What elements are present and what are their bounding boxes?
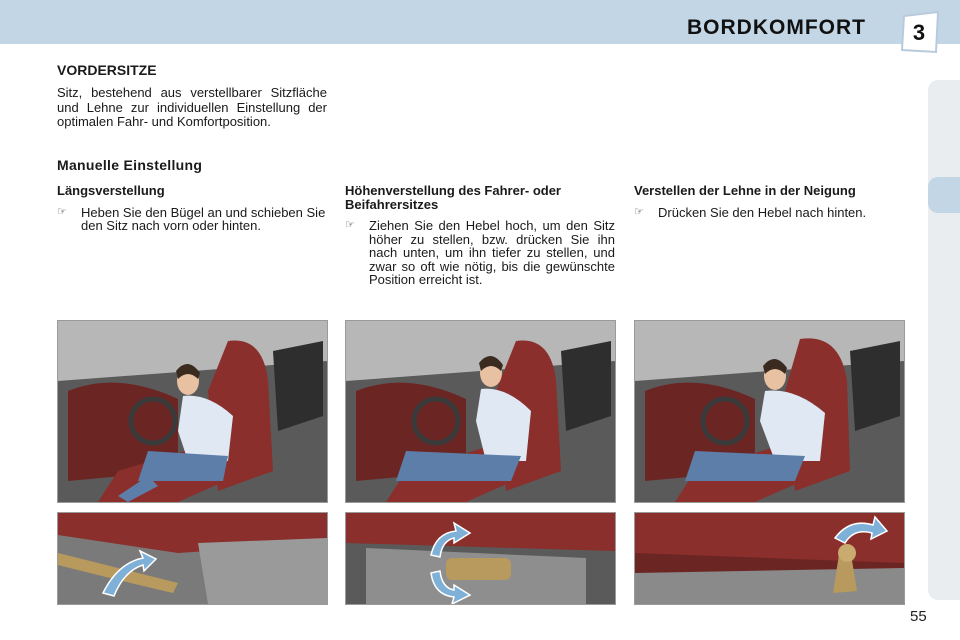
hand-pointer-icon: ☞ — [634, 205, 644, 218]
intro-paragraph: Sitz, bestehend aus verstellbarer Sitzfläche und Lehne zur individuellen Einstellung der optimalen Fahr- und Komfortposition. — [57, 85, 327, 129]
instruction-text: Heben Sie den Bügel an und schieben Sie den Sitz nach vorn oder hinten. — [81, 204, 326, 233]
seat-illustration-longitudinal — [57, 320, 328, 503]
instruction-item — [57, 206, 332, 233]
column-title: Längsverstellung — [57, 183, 165, 198]
hand-pointer-icon: ☞ — [57, 205, 67, 218]
chapter-number: 3 — [912, 20, 926, 45]
detail-longitudinal-bar — [57, 512, 328, 605]
column-backrest — [634, 184, 909, 219]
section-title: VORDERSITZE — [57, 62, 157, 78]
column-title: Verstellen der Lehne in der Neigung — [634, 183, 856, 198]
column-height — [345, 184, 615, 287]
side-tab-strip — [928, 80, 960, 600]
page-number: 55 — [910, 608, 927, 625]
side-tab-active — [928, 177, 960, 213]
subsection-title: Manuelle Einstellung — [57, 157, 203, 173]
detail-backrest-lever — [634, 512, 905, 605]
seat-illustration-height — [345, 320, 616, 503]
instruction-item — [634, 206, 909, 220]
hand-pointer-icon: ☞ — [345, 219, 355, 231]
seat-illustration-backrest — [634, 320, 905, 503]
detail-height-lever — [345, 512, 616, 605]
instruction-text: Ziehen Sie den Hebel hoch, um den Sitz höher zu stellen, bzw. drücken Sie ihn nach unten, um ihn tiefer zu stellen, und zwar so oft wie nötig, bis die gewünschte Position erreicht ist. — [369, 218, 615, 287]
page-title: BORDKOMFORT — [687, 16, 866, 39]
chapter-tab — [898, 10, 942, 54]
column-longitudinal — [57, 184, 332, 233]
instruction-item — [345, 219, 615, 287]
column-title: Höhenverstellung des Fahrer- oder Beifahrersitzes — [345, 183, 561, 212]
instruction-text: Drücken Sie den Hebel nach hinten. — [658, 204, 867, 220]
